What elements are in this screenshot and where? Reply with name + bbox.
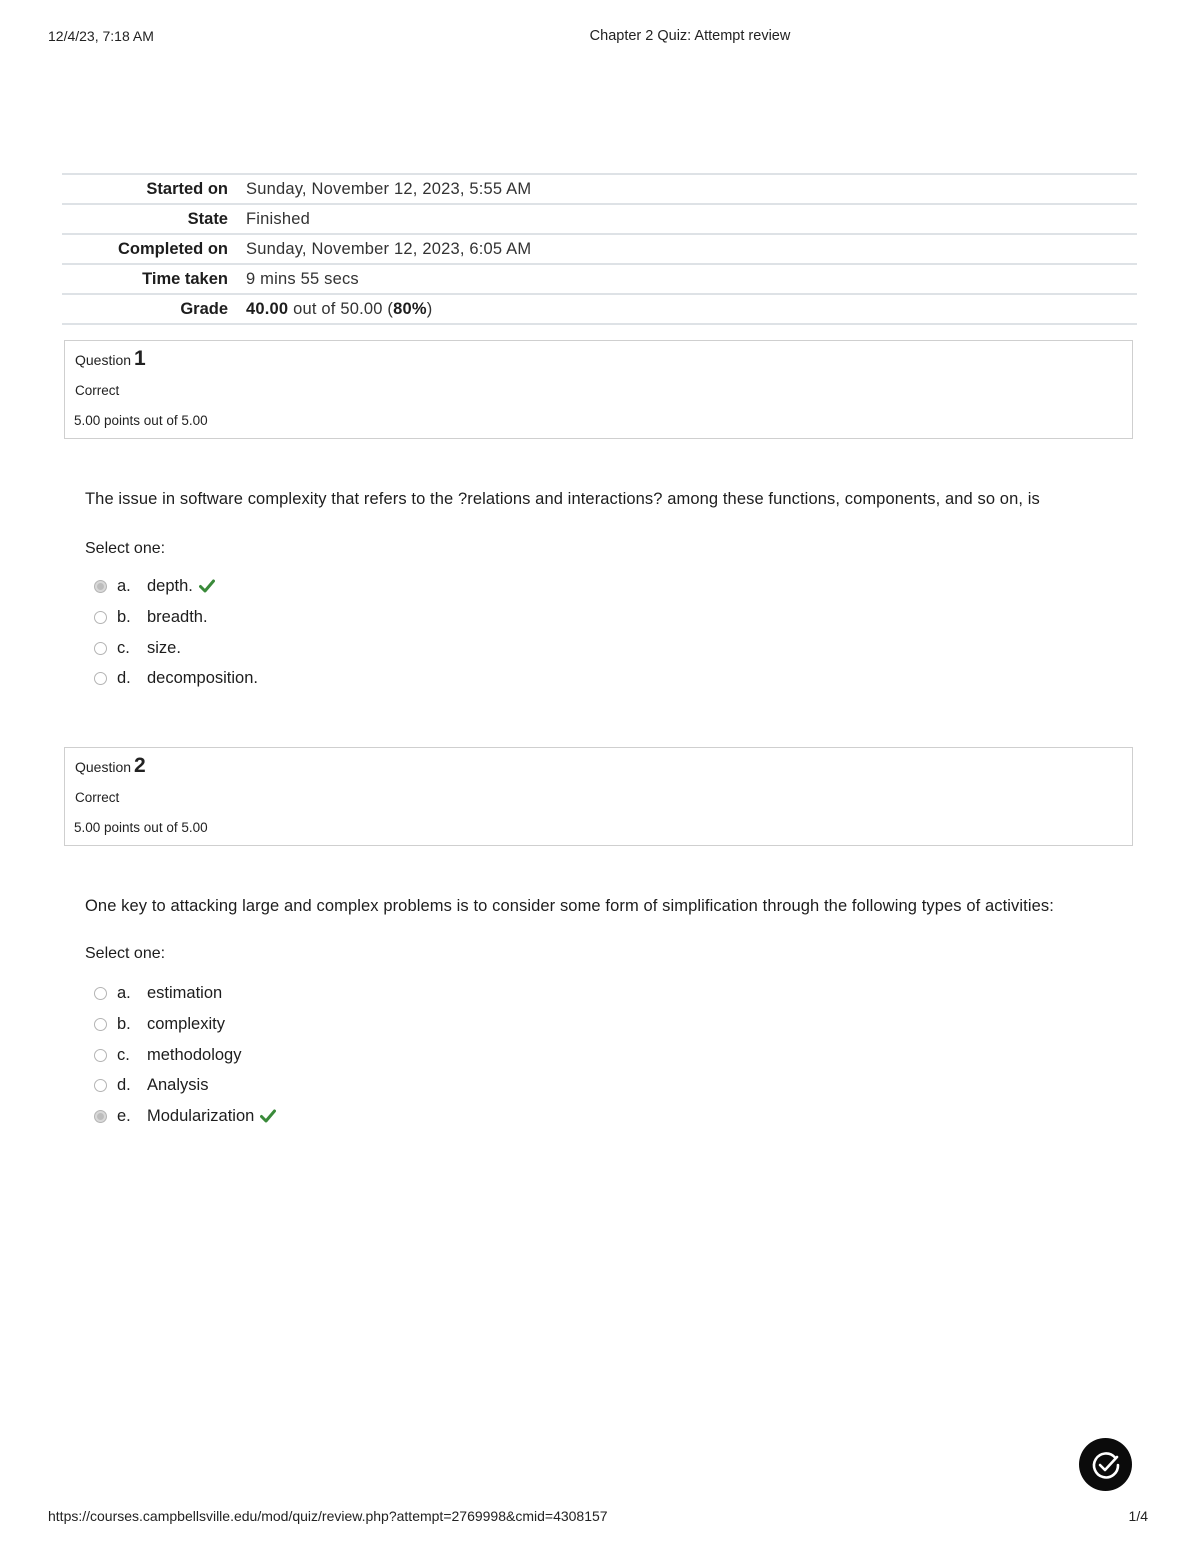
grade-percent: 80% bbox=[393, 299, 427, 318]
question-label: Question bbox=[75, 352, 132, 368]
check-circle-icon bbox=[1089, 1448, 1123, 1482]
radio-button-selected[interactable] bbox=[94, 580, 107, 593]
answer-letter: b. bbox=[117, 607, 131, 626]
answer-option[interactable] bbox=[94, 637, 181, 659]
summary-value: 9 mins 55 secs bbox=[246, 269, 359, 288]
summary-row-grade bbox=[62, 293, 1137, 325]
answer-letter: a. bbox=[117, 983, 131, 1002]
radio-button[interactable] bbox=[94, 611, 107, 624]
answer-letter: e. bbox=[117, 1106, 131, 1125]
answer-letter: c. bbox=[117, 638, 130, 657]
question-text: The issue in software complexity that refers to the ?relations and interactions? among these functions, components, and so on, is bbox=[85, 490, 1040, 508]
summary-row-state bbox=[62, 203, 1137, 233]
answer-option[interactable] bbox=[94, 667, 258, 689]
summary-label: State bbox=[187, 209, 228, 228]
answer-letter: b. bbox=[117, 1014, 131, 1033]
summary-label: Completed on bbox=[118, 239, 228, 258]
select-prompt: Select one: bbox=[85, 540, 166, 557]
question-info-1 bbox=[64, 340, 1133, 439]
grade-out-of: out of 50.00 ( bbox=[288, 299, 394, 318]
answer-option[interactable] bbox=[94, 606, 208, 628]
summary-row-completed bbox=[62, 233, 1137, 263]
select-prompt: Select one: bbox=[85, 945, 166, 962]
print-page-number: 1/4 bbox=[1128, 1508, 1148, 1524]
summary-value: Finished bbox=[246, 209, 310, 228]
radio-button[interactable] bbox=[94, 1018, 107, 1031]
summary-row-started bbox=[62, 173, 1137, 203]
answer-text: size. bbox=[147, 638, 181, 657]
grade-close: ) bbox=[426, 299, 433, 318]
answer-text: complexity bbox=[147, 1014, 225, 1033]
radio-button-selected[interactable] bbox=[94, 1110, 107, 1123]
summary-label: Started on bbox=[146, 179, 228, 198]
radio-button[interactable] bbox=[94, 642, 107, 655]
grade-score: 40.00 bbox=[246, 299, 289, 318]
summary-value: Sunday, November 12, 2023, 5:55 AM bbox=[246, 179, 532, 198]
check-icon bbox=[260, 1109, 276, 1123]
answer-option[interactable] bbox=[94, 1105, 276, 1127]
attempt-summary bbox=[62, 173, 1137, 325]
radio-button[interactable] bbox=[94, 1049, 107, 1062]
answer-text: breadth. bbox=[147, 607, 208, 626]
grade-value bbox=[246, 300, 432, 319]
answer-text: Analysis bbox=[147, 1075, 209, 1094]
question-grade: 5.00 points out of 5.00 bbox=[74, 820, 208, 835]
question-state: Correct bbox=[75, 790, 120, 805]
radio-button[interactable] bbox=[94, 987, 107, 1000]
summary-label: Time taken bbox=[142, 269, 228, 288]
question-number bbox=[75, 754, 146, 778]
check-icon bbox=[199, 579, 215, 593]
answer-letter: c. bbox=[117, 1045, 130, 1064]
summary-row-time-taken bbox=[62, 263, 1137, 293]
answer-option[interactable] bbox=[94, 1013, 225, 1035]
answer-option[interactable] bbox=[94, 1044, 241, 1066]
question-number-value: 1 bbox=[134, 347, 146, 370]
answer-letter: a. bbox=[117, 576, 131, 595]
answer-option[interactable] bbox=[94, 575, 215, 597]
question-grade: 5.00 points out of 5.00 bbox=[74, 413, 208, 428]
question-number-value: 2 bbox=[134, 754, 146, 777]
print-datetime: 12/4/23, 7:18 AM bbox=[48, 28, 154, 44]
answer-text: methodology bbox=[147, 1045, 242, 1064]
radio-button[interactable] bbox=[94, 1079, 107, 1092]
summary-value: Sunday, November 12, 2023, 6:05 AM bbox=[246, 239, 532, 258]
answer-text: Modularization bbox=[147, 1106, 255, 1125]
question-state: Correct bbox=[75, 383, 120, 398]
answer-letter: d. bbox=[117, 1075, 131, 1094]
question-label: Question bbox=[75, 759, 132, 775]
print-title: Chapter 2 Quiz: Attempt review bbox=[589, 28, 791, 44]
answer-option[interactable] bbox=[94, 982, 222, 1004]
question-info-2 bbox=[64, 747, 1133, 846]
radio-button[interactable] bbox=[94, 672, 107, 685]
print-url: https://courses.campbellsville.edu/mod/quiz/review.php?attempt=2769998&cmid=4308157 bbox=[48, 1508, 608, 1524]
summary-label: Grade bbox=[180, 299, 228, 318]
question-text: One key to attacking large and complex problems is to consider some form of simplification through the following types of activities: bbox=[85, 897, 1054, 915]
answer-letter: d. bbox=[117, 668, 131, 687]
floating-check-button[interactable] bbox=[1079, 1438, 1132, 1491]
answer-text: decomposition. bbox=[147, 668, 258, 687]
answer-text: estimation bbox=[147, 983, 223, 1002]
answer-option[interactable] bbox=[94, 1074, 208, 1096]
answer-text: depth. bbox=[147, 576, 193, 595]
question-number bbox=[75, 347, 146, 371]
